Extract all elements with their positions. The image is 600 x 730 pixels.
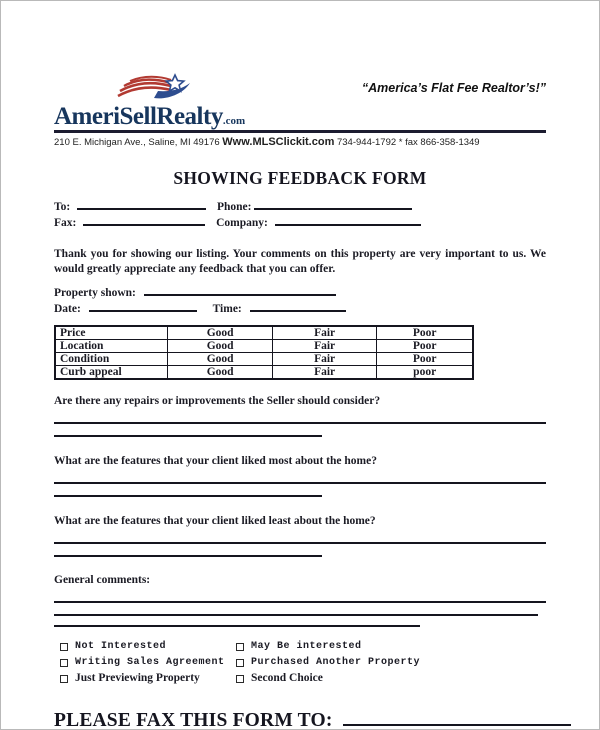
question-repairs: Are there any repairs or improvements the Seller should consider? — [54, 395, 381, 407]
checkbox-label: May Be interested — [251, 641, 362, 652]
fax-field[interactable] — [83, 216, 205, 226]
rating-category: Price — [55, 326, 168, 340]
answer-line[interactable] — [54, 435, 322, 437]
property-label: Property shown: — [54, 287, 136, 299]
company-label: Company: — [216, 217, 268, 229]
answer-line[interactable] — [54, 614, 538, 616]
question-liked-most: What are the features that your client liked most about the home? — [54, 455, 377, 467]
rating-option[interactable]: Poor — [377, 340, 473, 353]
property-row — [54, 286, 546, 300]
checkbox-not-interested[interactable] — [60, 639, 236, 654]
rating-option[interactable]: Fair — [272, 366, 377, 380]
fax-instruction-row — [54, 710, 546, 730]
checkbox-icon[interactable] — [60, 643, 68, 651]
table-row — [55, 340, 473, 353]
checkbox-icon[interactable] — [236, 659, 244, 667]
phone-field[interactable] — [254, 200, 412, 210]
checkbox-row — [60, 639, 546, 654]
checkbox-row — [60, 655, 546, 670]
fax-instruction-label: PLEASE FAX THIS FORM TO: — [54, 710, 333, 730]
fax-company-row — [54, 216, 546, 230]
rating-option[interactable]: Good — [168, 326, 273, 340]
answer-line[interactable] — [54, 625, 420, 627]
company-website: Www.MLSClickit.com — [222, 136, 335, 148]
checkbox-just-previewing-property[interactable] — [60, 671, 236, 686]
checkbox-second-choice[interactable] — [236, 671, 323, 686]
company-address-line — [54, 136, 546, 148]
checkbox-may-be-interested[interactable] — [236, 639, 362, 654]
rating-option[interactable]: Fair — [272, 326, 377, 340]
checkbox-label: Writing Sales Agreement — [75, 657, 225, 668]
company-address: 210 E. Michigan Ave., Saline, MI 49176 — [54, 137, 220, 148]
answer-line[interactable] — [54, 495, 322, 497]
answer-line[interactable] — [54, 555, 322, 557]
company-field[interactable] — [275, 216, 421, 226]
rating-option[interactable]: Good — [168, 366, 273, 380]
rating-category: Condition — [55, 353, 168, 366]
rating-option[interactable]: Poor — [377, 353, 473, 366]
to-phone-row — [54, 200, 546, 214]
answer-line[interactable] — [54, 422, 546, 424]
date-label: Date: — [54, 303, 81, 315]
fax-number-field[interactable] — [343, 712, 571, 726]
rating-option[interactable]: poor — [377, 366, 473, 380]
table-row — [55, 353, 473, 366]
rating-table — [54, 325, 474, 380]
general-comments-label: General comments: — [54, 574, 151, 586]
company-tagline: “America’s Flat Fee Realtor’s!” — [361, 81, 546, 95]
checkbox-row — [60, 671, 546, 686]
header-rule — [54, 104, 546, 133]
flag-star-icon — [114, 73, 192, 103]
answer-line[interactable] — [54, 601, 546, 603]
checkbox-purchased-another-property[interactable] — [236, 655, 420, 670]
company-name: AmeriSellRealty — [54, 103, 223, 130]
checkbox-writing-sales-agreement[interactable] — [60, 655, 236, 670]
table-row — [55, 366, 473, 380]
phone-label: Phone: — [216, 201, 252, 213]
fax-label: Fax: — [54, 217, 77, 229]
answer-line[interactable] — [54, 482, 546, 484]
rating-option[interactable]: Fair — [272, 340, 377, 353]
date-field[interactable] — [89, 302, 197, 312]
rating-option[interactable]: Poor — [377, 326, 473, 340]
rating-option[interactable]: Good — [168, 340, 273, 353]
checkbox-label: Purchased Another Property — [251, 657, 421, 668]
checkbox-icon[interactable] — [236, 675, 244, 683]
checkbox-icon[interactable] — [60, 675, 68, 683]
date-time-row — [54, 302, 546, 316]
rating-option[interactable]: Fair — [272, 353, 377, 366]
rating-category: Curb appeal — [55, 366, 168, 380]
checkbox-label: Not Interested — [75, 641, 167, 652]
to-label: To: — [54, 201, 71, 213]
to-field[interactable] — [77, 200, 206, 210]
question-liked-least: What are the features that your client liked least about the home? — [54, 515, 376, 527]
checkbox-icon[interactable] — [60, 659, 68, 667]
table-row — [55, 326, 473, 340]
property-field[interactable] — [144, 286, 336, 296]
time-label: Time: — [212, 303, 242, 315]
company-name-suffix: .com — [222, 115, 246, 127]
rating-category: Location — [55, 340, 168, 353]
company-phone-fax: 734-944-1792 * fax 866-358-1349 — [336, 137, 480, 148]
answer-line[interactable] — [54, 542, 546, 544]
intro-paragraph: Thank you for showing our listing. Your comments on this property are very important to us. We would greatly appreciate any feedback that you can offer. — [54, 248, 546, 275]
time-field[interactable] — [250, 302, 346, 312]
form-title: SHOWING FEEDBACK FORM — [173, 168, 427, 188]
rating-option[interactable]: Good — [168, 353, 273, 366]
checkbox-label: Just Previewing Property — [75, 672, 200, 684]
checkbox-label: Second Choice — [251, 672, 323, 684]
checkbox-icon[interactable] — [236, 643, 244, 651]
interest-checkbox-group — [54, 639, 546, 686]
